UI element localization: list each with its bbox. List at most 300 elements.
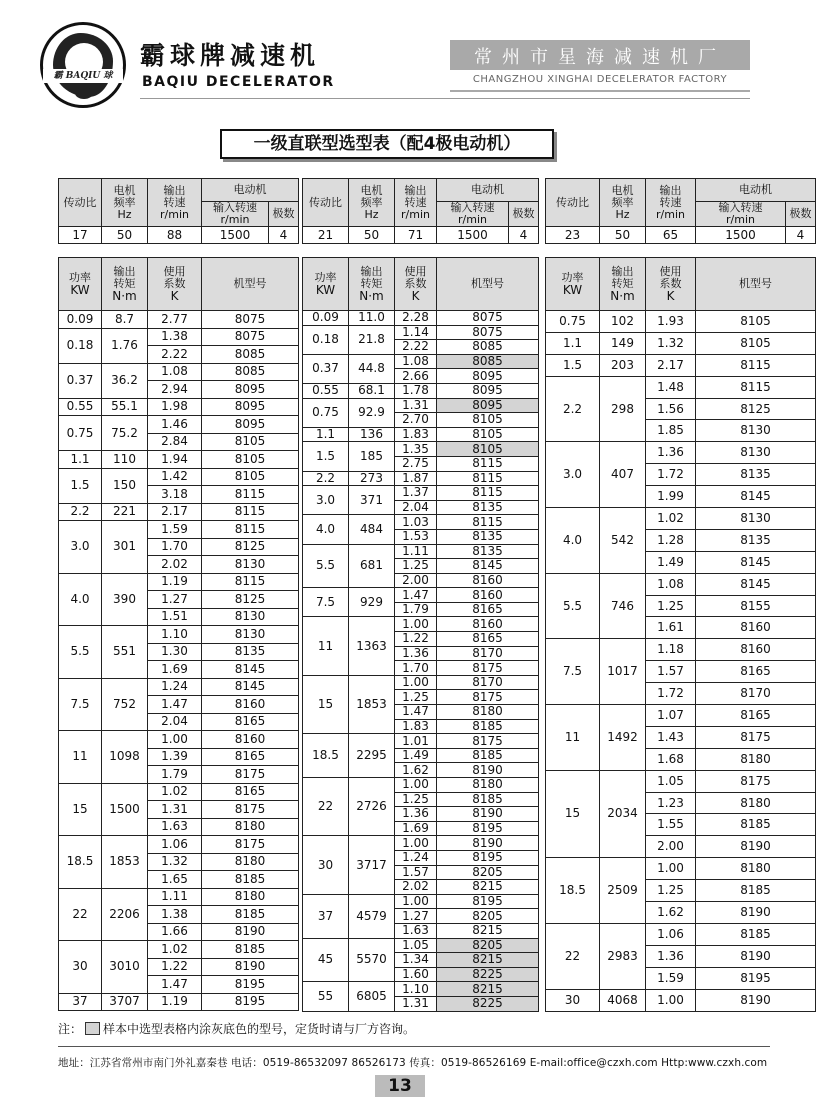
factor-cell: 1.01 [395,734,437,749]
factory-name-cn: 常州市星海减速机厂 [474,47,726,68]
factor-cell: 1.46 [148,416,202,434]
factor-cell: 1.47 [395,588,437,603]
factor-header: 使用 系数 K [646,258,696,311]
factor-cell: 2.00 [395,573,437,588]
power-cell: 22 [303,778,349,836]
model-cell: 8190 [696,836,816,858]
torque-cell: 2295 [349,734,395,778]
torque-cell: 8.7 [102,311,148,329]
factor-cell: 1.49 [646,551,696,573]
power-cell: 5.5 [303,544,349,588]
factor-cell: 1.85 [646,420,696,442]
factor-cell: 1.69 [395,821,437,836]
factor-cell: 1.25 [646,595,696,617]
power-cell: 11 [303,617,349,675]
table-row [303,398,539,413]
model-cell: 8145 [696,551,816,573]
model-cell: 8185 [202,871,299,889]
torque-cell: 1017 [600,639,646,705]
factor-cell: 1.61 [646,617,696,639]
factor-cell: 1.49 [395,748,437,763]
torque-cell: 1853 [102,836,148,889]
model-cell: 8115 [437,486,539,501]
spec-in-speed: 1500 [437,227,509,244]
model-cell: 8095 [202,381,299,399]
power-cell: 7.5 [59,678,102,731]
out-speed-header: 输出 转速 r/min [395,179,437,227]
model-cell: 8165 [696,661,816,683]
table-row [59,363,299,381]
torque-cell: 11.0 [349,311,395,326]
table-row [303,325,539,340]
model-cell: 8170 [437,675,539,690]
spec-poles: 4 [786,227,816,244]
power-cell: 5.5 [546,573,600,639]
model-cell: 8075 [437,311,539,326]
power-header: 功率 KW [546,258,600,311]
factor-cell: 1.38 [148,328,202,346]
factor-cell: 1.63 [395,923,437,938]
factor-cell: 1.00 [148,731,202,749]
spec-ratio: 21 [303,227,349,244]
header-divider [140,98,750,99]
power-cell: 15 [303,675,349,733]
model-cell: 8145 [202,678,299,696]
spec-ratio: 23 [546,227,600,244]
power-cell: 0.18 [303,325,349,354]
model-cell: 8135 [696,529,816,551]
factor-cell: 1.31 [395,398,437,413]
model-cell: 8115 [202,503,299,521]
table-row [303,311,539,326]
torque-cell: 6805 [349,982,395,1011]
poles-header: 极数 [786,202,816,227]
model-cell: 8165 [202,748,299,766]
torque-cell: 484 [349,515,395,544]
factor-cell: 1.35 [395,442,437,457]
factor-cell: 1.53 [395,529,437,544]
table-row [59,573,299,591]
factor-cell: 1.98 [148,398,202,416]
factor-cell: 1.25 [646,880,696,902]
model-cell: 8125 [202,591,299,609]
table-row [303,486,539,501]
factor-cell: 1.94 [148,451,202,469]
table-row [303,471,539,486]
factor-cell: 2.28 [395,311,437,326]
factor-cell: 1.57 [395,865,437,880]
model-cell: 8160 [437,588,539,603]
model-cell: 8170 [696,683,816,705]
model-cell: 8190 [437,763,539,778]
model-cell: 8225 [437,996,539,1011]
model-cell: 8105 [696,332,816,354]
factor-cell: 2.02 [148,556,202,574]
torque-cell: 149 [600,332,646,354]
power-cell: 4.0 [303,515,349,544]
table-row [303,588,539,603]
power-cell: 22 [59,888,102,941]
footnote: 注： 样本中选型表格内涂灰底色的型号，定货时请与厂方咨询。 [58,1022,416,1036]
factor-cell: 1.93 [646,311,696,333]
power-cell: 0.09 [303,311,349,326]
table-row [546,639,816,661]
model-cell: 8145 [696,486,816,508]
model-cell: 8205 [437,865,539,880]
model-cell: 8195 [202,993,299,1011]
table-row [59,626,299,644]
factor-header: 使用 系数 K [148,258,202,311]
factory-banner [450,40,750,92]
ratio-header: 传动比 [303,179,349,227]
factor-cell: 1.48 [646,376,696,398]
power-cell: 2.2 [546,376,600,442]
table-row [59,783,299,801]
factor-cell: 2.70 [395,413,437,428]
model-cell: 8085 [437,354,539,369]
model-cell: 8165 [202,713,299,731]
power-cell: 18.5 [59,836,102,889]
model-cell: 8180 [202,853,299,871]
model-cell: 8190 [202,923,299,941]
model-cell: 8185 [696,814,816,836]
torque-header: 输出 转矩 N·m [600,258,646,311]
model-cell: 8175 [437,734,539,749]
in-speed-header: 输入转速 r/min [696,202,786,227]
factor-cell: 1.18 [646,639,696,661]
model-cell: 8165 [696,705,816,727]
factor-cell: 1.11 [148,888,202,906]
factor-cell: 1.22 [148,958,202,976]
model-cell: 8095 [202,416,299,434]
power-cell: 37 [303,894,349,938]
torque-cell: 136 [349,427,395,442]
torque-cell: 407 [600,442,646,508]
model-cell: 8180 [202,818,299,836]
model-cell: 8180 [696,858,816,880]
power-cell: 55 [303,982,349,1011]
factor-cell: 1.27 [395,909,437,924]
factor-cell: 1.08 [395,354,437,369]
in-speed-header: 输入转速 r/min [437,202,509,227]
model-cell: 8145 [437,559,539,574]
model-cell: 8175 [437,661,539,676]
table-row [546,332,816,354]
selection-table [545,257,816,1012]
freq-header: 电机 频率 Hz [600,179,646,227]
model-cell: 8085 [202,346,299,364]
torque-cell: 4579 [349,894,395,938]
torque-cell: 746 [600,573,646,639]
factor-cell: 1.65 [148,871,202,889]
table-row [303,734,539,749]
factor-cell: 1.00 [395,778,437,793]
model-cell: 8160 [202,731,299,749]
table-row [303,836,539,851]
model-cell: 8075 [202,311,299,329]
model-header: 机型号 [437,258,539,311]
model-cell: 8180 [696,748,816,770]
model-cell: 8125 [696,398,816,420]
torque-cell: 5570 [349,938,395,982]
table-row [303,778,539,793]
model-cell: 8160 [437,617,539,632]
model-cell: 8085 [202,363,299,381]
table-row [59,941,299,959]
table-row [546,508,816,530]
torque-header: 输出 转矩 N·m [102,258,148,311]
model-cell: 8160 [696,617,816,639]
model-cell: 8185 [202,906,299,924]
model-cell: 8165 [202,783,299,801]
power-cell: 0.37 [59,363,102,398]
model-cell: 8175 [202,766,299,784]
table-row [546,989,816,1011]
model-cell: 8115 [437,515,539,530]
factor-cell: 1.24 [395,850,437,865]
model-cell: 8160 [202,696,299,714]
factor-cell: 2.75 [395,456,437,471]
factor-cell: 1.25 [395,690,437,705]
torque-cell: 4068 [600,989,646,1011]
table-row [303,383,539,398]
power-cell: 37 [59,993,102,1011]
factor-cell: 1.72 [646,683,696,705]
factor-cell: 1.00 [395,836,437,851]
power-cell: 45 [303,938,349,982]
power-cell: 0.75 [303,398,349,427]
power-header: 功率 KW [303,258,349,311]
power-cell: 2.2 [59,503,102,521]
power-cell: 0.37 [303,354,349,383]
model-cell: 8095 [437,398,539,413]
model-cell: 8215 [437,923,539,938]
model-cell: 8180 [202,888,299,906]
torque-cell: 3707 [102,993,148,1011]
model-cell: 8175 [696,770,816,792]
table-row [303,894,539,909]
factor-cell: 1.78 [395,383,437,398]
model-cell: 8115 [696,376,816,398]
model-cell: 8075 [437,325,539,340]
model-cell: 8145 [696,573,816,595]
table-row [546,858,816,880]
torque-cell: 1363 [349,617,395,675]
factor-cell: 1.38 [148,906,202,924]
table-row [59,398,299,416]
table-row [59,731,299,749]
model-cell: 8095 [202,398,299,416]
spec-out-speed: 71 [395,227,437,244]
factor-cell: 1.00 [395,675,437,690]
power-cell: 4.0 [546,508,600,574]
model-cell: 8105 [202,451,299,469]
torque-cell: 21.8 [349,325,395,354]
factor-cell: 1.70 [148,538,202,556]
power-cell: 3.0 [303,486,349,515]
factor-cell: 1.87 [395,471,437,486]
torque-cell: 542 [600,508,646,574]
power-cell: 0.75 [59,416,102,451]
power-cell: 11 [546,705,600,771]
factor-cell: 1.62 [395,763,437,778]
torque-cell: 150 [102,468,148,503]
factor-cell: 1.36 [395,646,437,661]
model-cell: 8155 [696,595,816,617]
torque-cell: 929 [349,588,395,617]
model-cell: 8215 [437,880,539,895]
model-cell: 8195 [696,967,816,989]
table-row [303,675,539,690]
power-cell: 1.5 [546,354,600,376]
gray-swatch-icon [85,1022,100,1035]
model-cell: 8130 [202,556,299,574]
factor-cell: 2.77 [148,311,202,329]
torque-cell: 681 [349,544,395,588]
power-cell: 1.5 [59,468,102,503]
factor-cell: 1.11 [395,544,437,559]
model-cell: 8165 [437,632,539,647]
model-cell: 8180 [696,792,816,814]
torque-cell: 1492 [600,705,646,771]
out-speed-header: 输出 转速 r/min [646,179,696,227]
factor-cell: 1.69 [148,661,202,679]
table-row [59,888,299,906]
power-cell: 1.5 [303,442,349,471]
torque-cell: 36.2 [102,363,148,398]
torque-cell: 2206 [102,888,148,941]
power-cell: 22 [546,923,600,989]
table-row [59,993,299,1011]
torque-cell: 203 [600,354,646,376]
factor-cell: 1.63 [148,818,202,836]
model-cell: 8135 [437,500,539,515]
factor-cell: 1.19 [148,993,202,1011]
factor-cell: 1.14 [395,325,437,340]
table-row [546,770,816,792]
torque-cell: 298 [600,376,646,442]
footer-divider [58,1046,770,1047]
torque-cell: 102 [600,311,646,333]
model-cell: 8115 [202,521,299,539]
power-cell: 0.18 [59,328,102,363]
model-cell: 8160 [696,639,816,661]
spec-in-speed: 1500 [696,227,786,244]
model-cell: 8135 [696,464,816,486]
torque-cell: 273 [349,471,395,486]
model-cell: 8215 [437,982,539,997]
table-row [546,573,816,595]
factor-cell: 2.84 [148,433,202,451]
torque-cell: 1853 [349,675,395,733]
torque-cell: 75.2 [102,416,148,451]
spec-table [545,178,816,244]
model-cell: 8175 [202,801,299,819]
factor-cell: 1.05 [646,770,696,792]
table-row [546,376,816,398]
factor-cell: 1.59 [148,521,202,539]
factory-name-en: CHANGZHOU XINGHAI DECELERATOR FACTORY [450,70,750,90]
spec-out-speed: 88 [148,227,202,244]
factor-cell: 3.18 [148,486,202,504]
factor-cell: 1.25 [395,559,437,574]
factor-cell: 1.08 [646,573,696,595]
power-cell: 3.0 [546,442,600,508]
spec-poles: 4 [269,227,299,244]
model-cell: 8195 [202,976,299,994]
factor-cell: 1.27 [148,591,202,609]
table-row [303,938,539,953]
factor-cell: 2.02 [395,880,437,895]
table-row [59,521,299,539]
factor-cell: 1.10 [148,626,202,644]
factor-cell: 1.55 [646,814,696,836]
factor-cell: 1.00 [395,894,437,909]
factor-cell: 1.99 [646,486,696,508]
model-cell: 8190 [437,807,539,822]
factor-cell: 1.02 [148,941,202,959]
torque-cell: 551 [102,626,148,679]
table-row [59,416,299,434]
factor-cell: 1.68 [646,748,696,770]
model-cell: 8135 [437,544,539,559]
model-cell: 8185 [437,748,539,763]
power-cell: 0.75 [546,311,600,333]
torque-cell: 2509 [600,858,646,924]
power-cell: 30 [303,836,349,894]
model-cell: 8115 [437,456,539,471]
factor-cell: 1.10 [395,982,437,997]
power-cell: 0.09 [59,311,102,329]
factor-cell: 1.39 [148,748,202,766]
model-cell: 8195 [437,894,539,909]
torque-cell: 2726 [349,778,395,836]
model-cell: 8180 [437,705,539,720]
power-cell: 3.0 [59,521,102,574]
power-cell: 1.1 [546,332,600,354]
factor-cell: 1.19 [148,573,202,591]
factor-cell: 1.42 [148,468,202,486]
factor-cell: 1.30 [148,643,202,661]
model-cell: 8075 [202,328,299,346]
model-cell: 8195 [437,850,539,865]
freq-header: 电机 频率 Hz [349,179,395,227]
factor-cell: 1.43 [646,726,696,748]
torque-cell: 1500 [102,783,148,836]
selection-table [302,257,539,1012]
model-cell: 8130 [202,626,299,644]
factor-cell: 1.31 [148,801,202,819]
model-cell: 8095 [437,369,539,384]
torque-cell: 3010 [102,941,148,994]
model-cell: 8115 [202,486,299,504]
table-row [59,678,299,696]
power-cell: 11 [59,731,102,784]
factor-cell: 1.72 [646,464,696,486]
table-row [303,515,539,530]
spec-poles: 4 [509,227,539,244]
factor-cell: 1.79 [148,766,202,784]
torque-cell: 1.76 [102,328,148,363]
factor-cell: 2.04 [148,713,202,731]
factor-header: 使用 系数 K [395,258,437,311]
factor-cell: 1.06 [148,836,202,854]
power-cell: 7.5 [303,588,349,617]
model-cell: 8205 [437,909,539,924]
spec-table [58,178,299,244]
model-cell: 8185 [437,719,539,734]
factor-cell: 1.32 [646,332,696,354]
